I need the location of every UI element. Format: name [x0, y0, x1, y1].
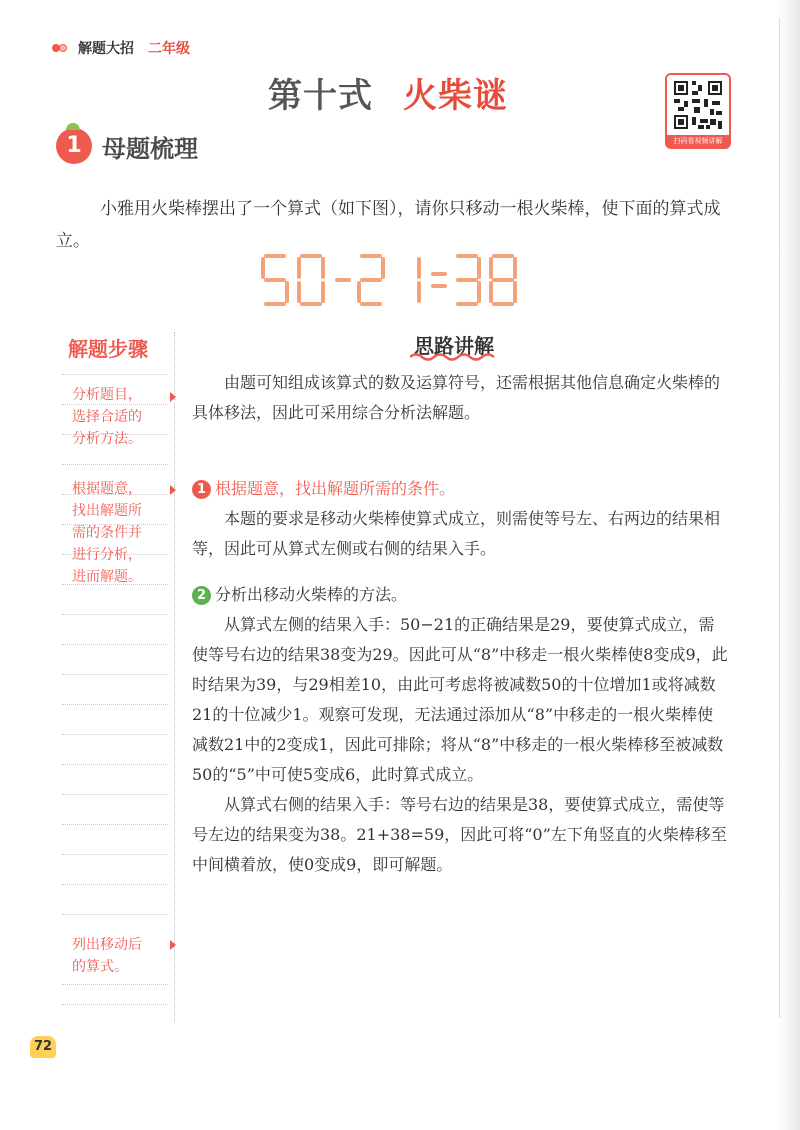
thinking-title: 思路讲解	[414, 334, 494, 358]
guide-line	[62, 614, 168, 615]
guide-line	[62, 764, 168, 765]
step-tip-line: 进而解题。	[72, 569, 142, 585]
header-grade: 二年级	[148, 41, 190, 57]
step-tip-line: 选择合适的	[72, 409, 142, 425]
running-header	[52, 38, 190, 58]
step2-heading-text: 分析出移动火柴棒的方法。	[215, 585, 408, 604]
step-tip-line: 列出移动后	[72, 937, 142, 953]
step-tip-line: 找出解题所	[72, 503, 142, 519]
guide-line	[62, 704, 168, 705]
lesson-title-prefix: 第十式	[268, 76, 373, 116]
problem-statement	[56, 193, 736, 257]
header-book-title: 解题大招	[78, 41, 134, 57]
problem-text: 小雅用火柴棒摆出了一个算式（如下图），请你只移动一根火柴棒，使下面的算式成立。	[56, 199, 721, 251]
step-marker-icon	[170, 940, 176, 950]
intro-text: 由题可知组成该算式的数及运算符号，还需根据其他信息确定火柴棒的具体移法，因此可采用综合分析法解题。	[192, 373, 721, 422]
page-number: 72	[30, 1036, 56, 1058]
guide-line	[62, 1004, 168, 1005]
step1-heading-text: 根据题意，找出解题所需的条件。	[215, 479, 456, 498]
matchstick-equation	[255, 250, 535, 312]
wave-underline-icon	[410, 352, 500, 362]
guide-line	[62, 374, 168, 375]
guide-line	[62, 854, 168, 855]
guide-line	[62, 674, 168, 675]
step2-heading	[192, 580, 728, 610]
step-tip-line: 根据题意，	[72, 481, 142, 497]
column-divider	[174, 332, 175, 1022]
lesson-title	[268, 68, 508, 117]
step1-number: 1	[192, 480, 211, 499]
step-tip-line: 分析方法。	[72, 431, 142, 447]
guide-line	[62, 884, 168, 885]
header-dots-icon	[52, 42, 72, 54]
section-heading	[56, 128, 198, 164]
section-number-badge: 1	[56, 128, 92, 164]
step2-body-left: 从算式左侧的结果入手：50−21的正确结果是29，要使算式成立，需使等号右边的结果38变为29。因此可从“8”中移走一根火柴棒使8变成9，此时结果为39，与29相差10，由此可考虑将被减数50的十位增加1或将减数21的十位减少1。观察可发现，无法通过添加从“8”中移走的一根火柴棒使减数21中的2变成1，因此可排除；将从“8”中移走的一根火柴棒移至被减数50的“5”中可使5变成6，此时算式成立。	[192, 615, 728, 784]
guide-line	[62, 794, 168, 795]
step-tip-line: 的算式。	[72, 959, 128, 975]
step-marker-icon	[170, 485, 176, 495]
step-tip-line: 需的条件并	[72, 525, 142, 541]
step2-body-right: 从算式右侧的结果入手：等号右边的结果是38，要使算式成立，需使等号左边的结果变为38。21+38=59，因此可将“0”左下角竖直的火柴棒移至中间横着放，使0变成9，即可解题。	[192, 795, 727, 874]
step1-heading	[192, 474, 728, 504]
guide-line	[62, 824, 168, 825]
page-edge-shadow	[778, 0, 800, 1130]
section-title: 母题梳理	[102, 134, 198, 163]
guide-line	[62, 644, 168, 645]
lesson-title-main: 火柴谜	[403, 76, 508, 116]
guide-line	[62, 734, 168, 735]
page-edge-line	[779, 18, 780, 1018]
guide-line	[62, 984, 168, 985]
step-marker-icon	[170, 392, 176, 402]
qr-caption: 扫码看视频讲解	[667, 135, 729, 147]
step1-body: 本题的要求是移动火柴棒使算式成立，则需使等号左、右两边的结果相等，因此可从算式左侧或右侧的结果入手。	[192, 509, 721, 558]
thinking-heading	[414, 330, 494, 359]
guide-line	[62, 914, 168, 915]
step-tip-line: 进行分析，	[72, 547, 142, 563]
qr-code-icon	[672, 79, 724, 131]
step-tip-2	[72, 478, 172, 588]
qr-code[interactable]	[665, 73, 731, 149]
step2-block	[192, 580, 728, 880]
intro-paragraph	[192, 368, 728, 428]
steps-heading: 解题步骤	[68, 337, 148, 361]
step-tip-3	[72, 934, 172, 978]
step-tip-1	[72, 384, 172, 450]
step-tip-line: 分析题目，	[72, 387, 142, 403]
step1-block	[192, 474, 728, 564]
guide-line	[62, 464, 168, 465]
step2-number: 2	[192, 586, 211, 605]
